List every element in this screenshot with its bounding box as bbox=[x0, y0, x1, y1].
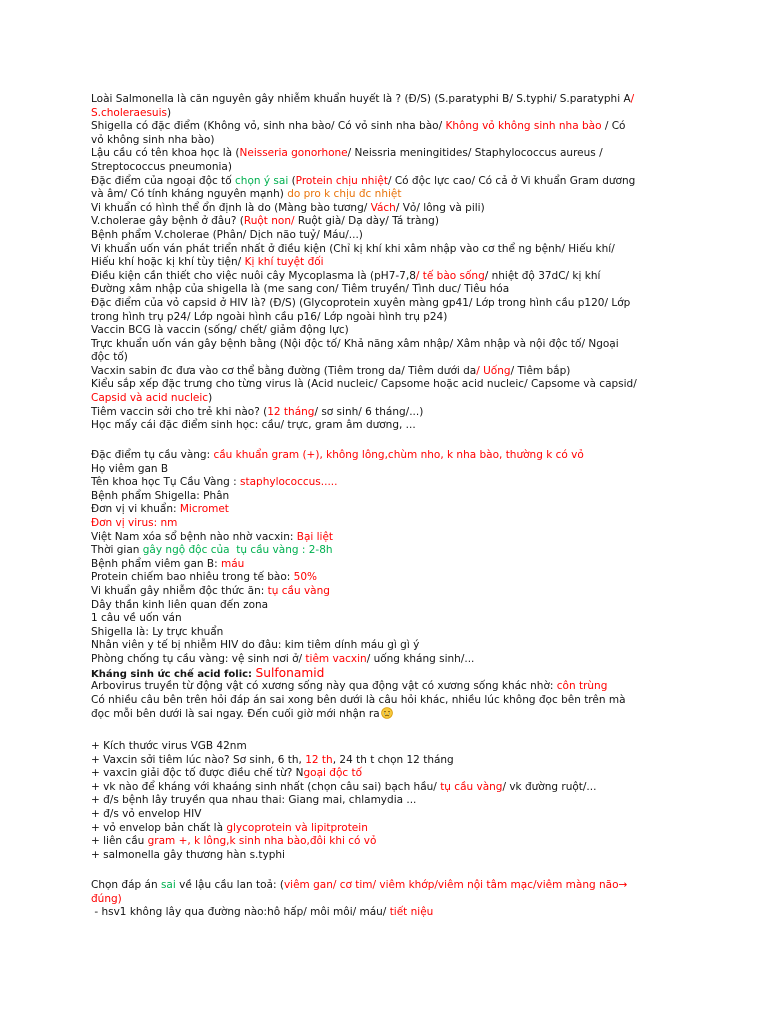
text-segment: Bệnh phẩm V.cholerae (Phân/ Dịch não tuỷ/ Máu/...) bbox=[91, 228, 363, 241]
text-segment: Protein chiếm bao nhiêu trong tế bào: bbox=[91, 571, 294, 584]
text-segment: Vi khuẩn gây nhiễm độc thức ăn: bbox=[91, 584, 268, 597]
text-line bbox=[91, 120, 637, 134]
text-segment: + vỏ envelop bản chất là bbox=[91, 821, 227, 834]
answer-highlight: đúng) bbox=[91, 892, 122, 905]
text-line bbox=[91, 639, 626, 653]
text-segment: Phòng chống tụ cầu vàng: vệ sinh nơi ở/ bbox=[91, 652, 306, 665]
text-line bbox=[91, 517, 626, 531]
text-line bbox=[91, 270, 637, 284]
text-segment: / Neissria meningitides/ Staphylococcus aureus / bbox=[347, 147, 603, 160]
document-section-4 bbox=[91, 879, 627, 920]
text-segment: trong hình trụ p24/ Lớp ngoài hình cầu p16/ Lớp ngoài hình trụ p24) bbox=[91, 310, 448, 323]
answer-highlight: tụ cầu vàng bbox=[440, 780, 503, 793]
text-line bbox=[91, 378, 637, 392]
text-segment: / sơ sinh/ 6 tháng/...) bbox=[314, 405, 424, 418]
answer-highlight: Ruột non/ bbox=[243, 215, 295, 228]
text-line bbox=[91, 392, 637, 406]
answer-highlight: cầu khuẩn gram (+), không lông,chùm nho, k nha bào, thường k có vỏ bbox=[213, 449, 584, 461]
text-segment: - hsv1 không lây qua đường nào:hô hấp/ môi môi/ máu/ bbox=[91, 906, 390, 919]
text-segment: độc tố) bbox=[91, 351, 128, 364]
text-line bbox=[91, 419, 637, 433]
text-segment: / Tiêm bắp) bbox=[510, 364, 571, 377]
text-line bbox=[91, 215, 637, 229]
text-segment: Vi khuẩn có hình thể ổn định là do (Màng bào tương/ bbox=[91, 201, 371, 214]
answer-highlight: Bại liệt bbox=[296, 530, 334, 543]
text-line bbox=[91, 879, 627, 893]
answer-highlight: Kị khí tuyệt đối bbox=[244, 256, 324, 269]
text-segment: Nhân viên y tế bị nhiễm HIV do đâu: kim tiêm dính máu gì gì ý bbox=[91, 639, 420, 652]
text-line bbox=[91, 571, 626, 585]
text-segment: / vk đường ruột/... bbox=[502, 780, 597, 793]
answer-highlight: 12 th bbox=[305, 753, 333, 766]
text-segment: vỏ không sinh nha bào) bbox=[91, 133, 215, 146]
answer-highlight: Sulfonamid bbox=[255, 665, 325, 680]
answer-highlight: glycoprotein và lipitprotein bbox=[226, 821, 368, 834]
hint-highlight: chọn ý sai bbox=[235, 174, 289, 187]
answer-highlight: / Uống bbox=[476, 364, 511, 377]
document-section-3 bbox=[91, 740, 596, 862]
text-line bbox=[91, 243, 637, 257]
text-line bbox=[91, 351, 637, 365]
text-line bbox=[91, 297, 637, 311]
answer-highlight: Micromet bbox=[179, 503, 229, 516]
text-segment: Vaccin BCG là vaccin (sống/ chết/ giảm động lực) bbox=[91, 324, 349, 337]
hint-highlight: sai bbox=[160, 879, 176, 891]
text-segment: Trực khuẩn uốn ván gây bệnh bằng (Nội độc tố/ Khả năng xâm nhập/ Xâm nhập và nội độc tố/ Ngoại bbox=[91, 337, 619, 350]
text-segment: Vi khuẩn uốn ván phát triển nhất ở điều kiện (Chỉ kị khí khi xâm nhập vào cơ thể ng bệnh/ Hiếu khí/ bbox=[91, 242, 615, 255]
text-segment: Hiếu khí hoặc kị khí tùy tiện/ bbox=[91, 256, 245, 269]
text-line bbox=[91, 406, 637, 420]
text-line bbox=[91, 767, 596, 781]
text-segment: ( bbox=[288, 174, 296, 187]
text-line bbox=[91, 134, 637, 148]
hint-highlight: gây ngộ độc của tụ cầu vàng : 2-8h bbox=[142, 544, 333, 557]
text-segment: / Có độc lực cao/ Có cả ở Vi khuẩn Gram dương bbox=[387, 174, 636, 187]
text-line bbox=[91, 531, 626, 545]
answer-highlight: máu bbox=[220, 557, 245, 570]
text-segment: Việt Nam xóa sổ bệnh nào nhờ vacxin: bbox=[91, 530, 297, 543]
text-line bbox=[91, 612, 626, 626]
text-segment: Đặc điểm của vỏ capsid ở HIV là? (Đ/S) (Glycoprotein xuyên màng gp41/ Lớp trong hình cầu p120/ Lớp bbox=[91, 296, 631, 309]
answer-highlight: staphylococcus..... bbox=[240, 476, 338, 489]
text-line bbox=[91, 283, 637, 297]
text-line bbox=[91, 229, 637, 243]
text-segment: / Có bbox=[601, 120, 626, 133]
text-segment: Ruột già/ Dạ dày/ Tá tràng) bbox=[294, 215, 439, 228]
text-segment: Vacxin sabin đc đưa vào cơ thể bằng đường (Tiêm trong da/ Tiêm dưới da bbox=[91, 364, 477, 377]
text-line bbox=[91, 476, 626, 490]
text-segment: + vk nào để kháng với khaáng sinh nhất (chọn câu sai) bạch hầu/ bbox=[91, 780, 441, 793]
text-line bbox=[91, 694, 626, 708]
answer-highlight: / bbox=[630, 93, 635, 105]
answer-highlight: viêm gan/ cơ tim/ viêm khớp/viêm nội tâm mạc/viêm màng não→ bbox=[283, 879, 628, 891]
answer-highlight: Neisseria gonorhone bbox=[239, 147, 348, 160]
text-segment: + vaxcin giải độc tố được điều chế từ? N bbox=[91, 767, 304, 780]
text-segment: đọc mỗi bên dưới là sai ngay. Đến cuối giờ mới nhận ra bbox=[91, 708, 380, 721]
text-line bbox=[91, 490, 626, 504]
document-section-1 bbox=[91, 93, 637, 433]
text-segment: V.cholerae gây bệnh ở đâu? ( bbox=[91, 215, 244, 228]
answer-highlight: Capsid và acid nucleic bbox=[91, 392, 209, 405]
text-segment: Streptococcus pneumonia) bbox=[91, 160, 232, 173]
text-line bbox=[91, 653, 626, 667]
crying-face-icon bbox=[381, 707, 393, 719]
text-line bbox=[91, 599, 626, 613]
answer-highlight: Đơn vị virus: nm bbox=[91, 516, 178, 529]
text-segment: về lậu cầu lan toả: ( bbox=[175, 879, 284, 891]
text-line bbox=[91, 449, 626, 463]
text-line bbox=[91, 338, 637, 352]
text-segment: + liên cầu bbox=[91, 835, 148, 848]
text-line bbox=[91, 822, 596, 836]
answer-highlight: 12 tháng bbox=[267, 405, 315, 418]
text-segment: Đơn vị vi khuẩn: bbox=[91, 503, 180, 516]
text-segment: / uống kháng sinh/... bbox=[366, 652, 475, 665]
text-segment: Lậu cầu có tên khoa học là ( bbox=[91, 147, 240, 160]
text-line bbox=[91, 680, 626, 694]
text-segment: Loài Salmonella là căn nguyên gây nhiễm khuẩn huyết là ? (Đ/S) (S.paratyphi B/ S.typhi/ S.paratyphi A bbox=[91, 93, 631, 105]
answer-highlight: tiêm vacxin bbox=[305, 652, 367, 665]
text-line bbox=[91, 188, 637, 202]
text-line bbox=[91, 781, 596, 795]
answer-highlight: / tế bào sống bbox=[415, 269, 485, 282]
text-segment: + đ/s bệnh lây truyền qua nhau thai: Giang mai, chlamydia ... bbox=[91, 794, 417, 807]
text-line bbox=[91, 311, 637, 325]
text-segment: ) bbox=[166, 106, 172, 119]
text-segment: + đ/s vỏ envelop HIV bbox=[91, 807, 202, 820]
text-segment: Bệnh phẩm viêm gan B: bbox=[91, 557, 221, 570]
answer-highlight: gram +, k lông,k sinh nha bào,đôi khi có vỏ bbox=[147, 835, 377, 848]
text-line bbox=[91, 161, 637, 175]
text-segment: + Vaxcin sởi tiêm lúc nào? Sơ sinh, 6 th, bbox=[91, 753, 306, 766]
text-line bbox=[91, 147, 637, 161]
answer-highlight: S.choleraesuis bbox=[91, 106, 167, 119]
answer-highlight: tụ cầu vàng bbox=[267, 584, 330, 597]
text-line bbox=[91, 324, 637, 338]
text-line bbox=[91, 626, 626, 640]
text-segment: Thời gian bbox=[91, 544, 143, 557]
answer-highlight: côn trùng bbox=[556, 680, 608, 693]
text-segment: , 24 th t chọn 12 tháng bbox=[332, 753, 454, 766]
text-line bbox=[91, 740, 596, 754]
text-segment: Họ viêm gan B bbox=[91, 462, 169, 475]
text-segment: Tiêm vaccin sởi cho trẻ khi nào? ( bbox=[91, 405, 268, 418]
text-segment: Dây thần kinh liên quan đến zona bbox=[91, 598, 269, 611]
text-line bbox=[91, 175, 637, 189]
text-line bbox=[91, 544, 626, 558]
text-line bbox=[91, 256, 637, 270]
answer-highlight: 50% bbox=[293, 571, 317, 584]
text-line bbox=[91, 463, 626, 477]
text-line bbox=[91, 107, 637, 121]
text-segment: ) bbox=[208, 392, 213, 405]
text-segment: Đặc điểm của ngoại độc tố bbox=[91, 174, 236, 187]
answer-highlight: goại độc tố bbox=[303, 767, 363, 780]
question-label: Kháng sinh ức chế acid folic: bbox=[91, 668, 256, 680]
text-segment: + salmonella gây thương hàn s.typhi bbox=[91, 848, 285, 861]
text-line bbox=[91, 667, 626, 681]
text-line bbox=[91, 754, 596, 768]
text-line bbox=[91, 558, 626, 572]
text-line bbox=[91, 893, 627, 907]
text-segment: Chọn đáp án bbox=[91, 879, 161, 891]
text-line bbox=[91, 808, 596, 822]
text-segment: 1 câu về uốn ván bbox=[91, 612, 182, 625]
text-line bbox=[91, 849, 596, 863]
answer-highlight: tiết niệu bbox=[389, 906, 434, 919]
text-line bbox=[91, 365, 637, 379]
text-segment: + Kích thước virus VGB 42nm bbox=[91, 740, 247, 752]
text-line bbox=[91, 707, 626, 721]
answer-highlight: Vách bbox=[370, 201, 396, 214]
text-line bbox=[91, 585, 626, 599]
note-highlight: do pro k chịu đc nhiệt bbox=[287, 188, 402, 201]
text-segment: Kiểu sắp xếp đặc trưng cho từng virus là (Acid nucleic/ Capsome hoặc acid nucleic/ Capsome và capsid/ bbox=[91, 378, 637, 391]
answer-highlight: Không vỏ không sinh nha bào bbox=[445, 120, 602, 133]
text-line bbox=[91, 794, 596, 808]
text-line bbox=[91, 906, 627, 920]
text-segment: Học mấy cái đặc điểm sinh học: cầu/ trực, gram âm dương, ... bbox=[91, 419, 416, 432]
text-segment: / nhiệt độ 37dC/ kị khí bbox=[484, 269, 601, 282]
text-segment: Arbovirus truyền từ động vật có xương sống này qua động vật có xương sống khác nhờ: bbox=[91, 680, 557, 693]
text-line bbox=[91, 835, 596, 849]
text-segment: Đường xâm nhập của shigella là (me sang con/ Tiêm truyền/ Tình duc/ Tiêu hóa bbox=[91, 283, 510, 296]
text-segment: Điều kiện cần thiết cho việc nuôi cây Mycoplasma là (pH7-7,8 bbox=[91, 269, 416, 282]
text-line bbox=[91, 202, 637, 216]
text-segment: Shigella có đặc điểm (Không vỏ, sinh nha bào/ Có vỏ sinh nha bào/ bbox=[91, 120, 446, 133]
answer-highlight: Protein chịu nhiệt bbox=[295, 174, 388, 187]
text-segment: Shigella là: Ly trực khuẩn bbox=[91, 625, 224, 638]
text-line bbox=[91, 503, 626, 517]
text-segment: Đặc điểm tụ cầu vàng: bbox=[91, 449, 214, 461]
text-segment: và âm/ Có tính kháng nguyên mạnh) bbox=[91, 188, 288, 201]
text-segment: Có nhiều câu bên trên hỏi đáp án sai xong bên dưới là câu hỏi khác, nhiều lúc không đọc bên trên mà bbox=[91, 693, 626, 706]
text-segment: / Vỏ/ lông và pili) bbox=[395, 201, 485, 214]
text-segment: Bệnh phẩm Shigella: Phân bbox=[91, 489, 230, 502]
text-segment: Tên khoa học Tụ Cầu Vàng : bbox=[91, 476, 241, 489]
text-line bbox=[91, 93, 637, 107]
document-section-2 bbox=[91, 449, 626, 721]
